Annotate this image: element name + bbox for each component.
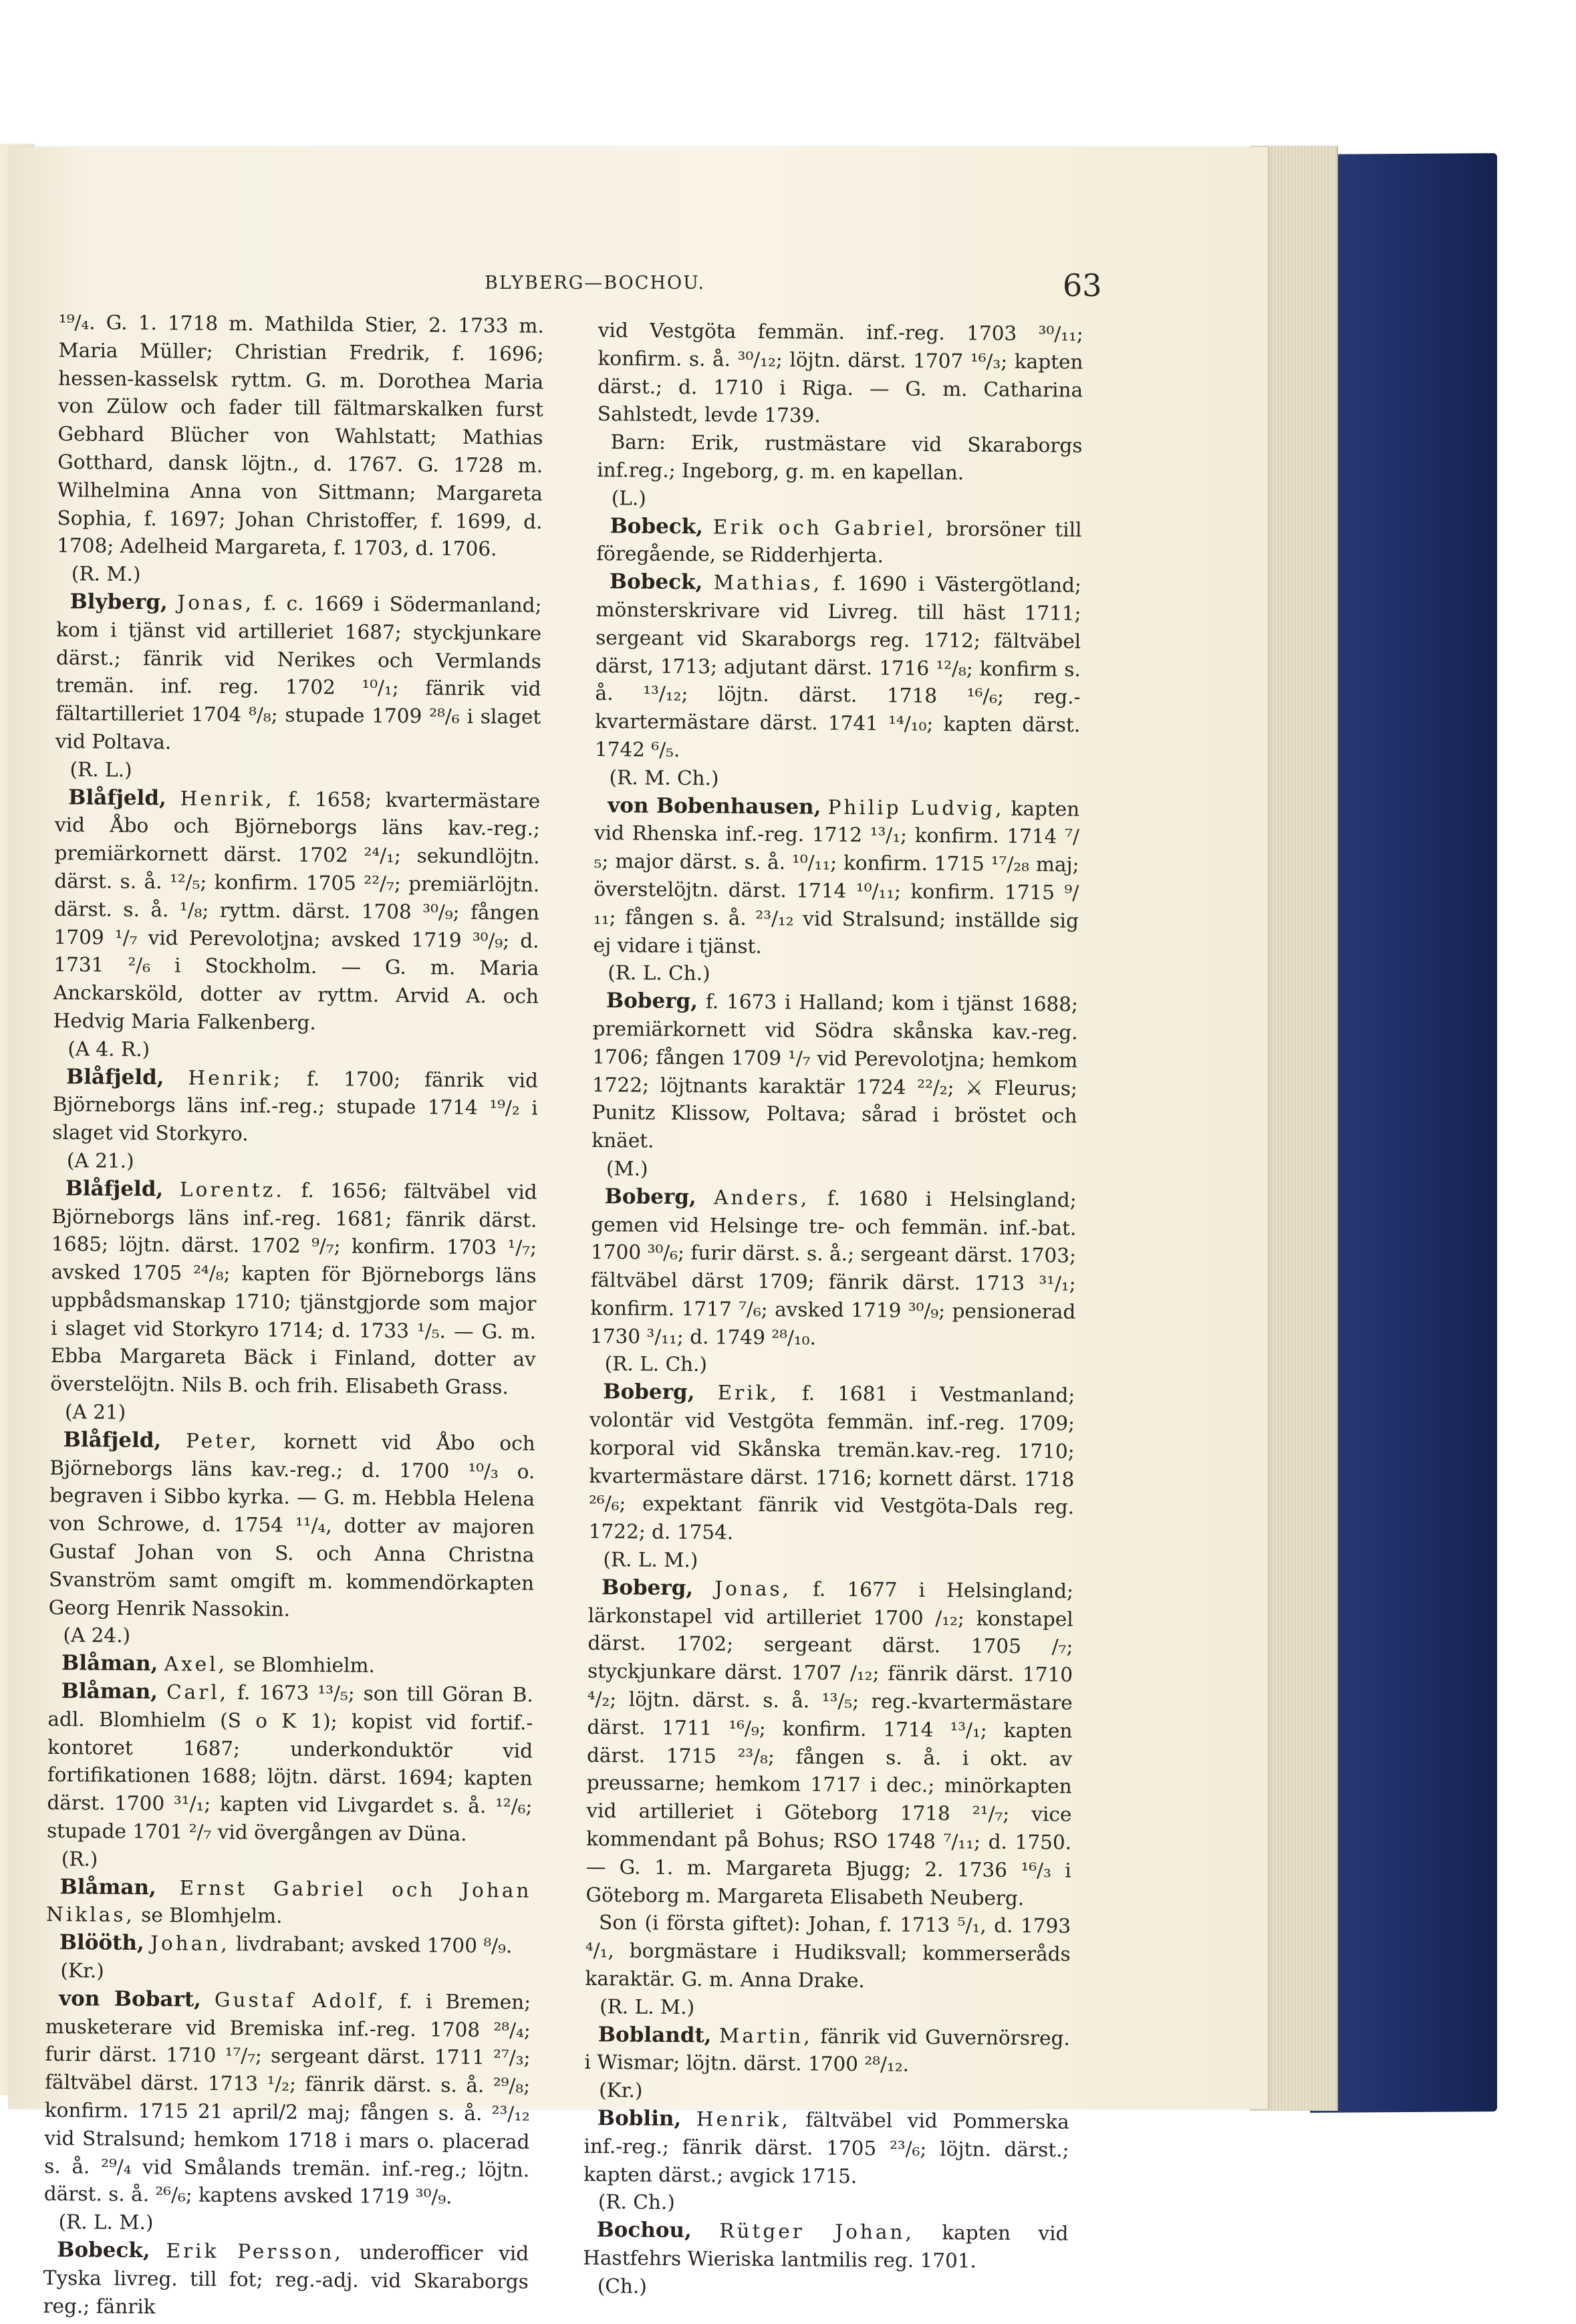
biographical-entry: [585, 1909, 1071, 1996]
source-reference: (R. M. Ch.): [609, 765, 719, 790]
source-reference: (Ch.): [597, 2274, 647, 2298]
entry-text: f. 1681 i Vestmanland; volontär vid Vestgöta femmän. inf.-reg. 1709; korporal vid Skånska tremän.kav.-reg. 1710; kvartermästare därst. 1716; kornett därst. 1718 ²⁶/₆; expektant fänrik vid Vestgöta-Dals reg. 1722; d. 1754.: [588, 1382, 1075, 1544]
source-reference: (R. Ch.): [598, 2190, 675, 2214]
entry-given-name: Henrik,: [696, 2107, 791, 2132]
source-reference: (R. L. Ch.): [608, 961, 710, 985]
source-reference: (R. M.): [71, 562, 141, 586]
entry-headword: Bobeck,: [609, 569, 703, 595]
entry-text: Barn: Erik, rustmästare vid Skaraborgs inf.reg.; Ingeborg, g. m. en kapellan.: [597, 430, 1083, 485]
entry-text: livdrabant; avsked 1700 ⁸/₉.: [235, 1932, 513, 1958]
biographical-entry: [595, 568, 1081, 767]
entry-text: f. 1656; fältväbel vid Björneborgs läns inf.-reg. 1681; fänrik därst. 1685; löjtn. därst. 1702 ⁹/₇; konfirm. 1703 ¹/₇; avsked 1705 ²⁴/₈; kapten för Björneborgs läns uppbådsmanskap 1710; tjänstgjorde som major i slaget vid Storkyro 1714; d. 1733 ¹/₅. — G. m. Ebba Margareta Bäck i Finland, dotter av överstelöjtn. Nils B. och frih. Elisabeth Grass.: [50, 1178, 537, 1399]
biographical-entry: [584, 2021, 1070, 2081]
source-reference: (R.): [61, 1847, 98, 1871]
entry-given-name: Gustaf Adolf,: [214, 1988, 386, 2013]
source-reference: (R. L. Ch.): [604, 1352, 708, 1376]
page-number: 63: [1063, 267, 1102, 303]
entry-given-name: Axel,: [164, 1652, 228, 1676]
entry-text: f. 1680 i Helsingland; gemen vid Helsinge tre- och femmän. inf.-bat. 1700 ³⁰/₆; furir därst. s. å.; sergeant därst. 1703; fältväbel därst 1709; fänrik därst. 1713 ³¹/₁; konfirm. 1717 ⁷/₆; avsked 1719 ³⁰/₉; pensionerad 1730 ³/₁₁; d. 1749 ²⁸/₁₀.: [589, 1186, 1077, 1349]
entry-headword: Boblandt,: [598, 2022, 712, 2048]
entry-headword: Boberg,: [603, 1380, 695, 1405]
entry-text: f. i Bremen; musketerare vid Bremiska inf.-reg. 1708 ²⁸/₄; furir därst. 1710 ¹⁷/₇; sergeant därst. 1711 ²⁷/₃; fältväbel därst. 1713 ¹/₂; fänrik därst. s. å. ²⁹/₈; konfirm. 1715 21 april/2 maj; fången s. å. ²³/₁₂ vid Stralsund; hemkom 1718 i mars o. placerad s. å. ²⁹/₄ vid Smålands tremän. inf.-reg.; löjtn. därst. s. å. ²⁶/₆; kaptens avsked 1719 ³⁰/₉.: [43, 1989, 531, 2209]
biographical-entry: [590, 1183, 1077, 1354]
entry-headword: Blåman,: [61, 1651, 158, 1676]
source-reference: (A 21): [64, 1400, 126, 1424]
entry-given-name: Henrik;: [188, 1066, 283, 1090]
biographical-entry: [592, 987, 1078, 1158]
biographical-entry: [589, 1378, 1075, 1549]
entry-headword: Blyberg,: [70, 590, 168, 615]
entry-given-name: Jonas,: [177, 591, 255, 615]
entry-headword: Boberg,: [601, 1575, 694, 1601]
entry-headword: Bochou,: [596, 2218, 692, 2243]
entry-text: f. 1690 i Västergötland; mönsterskrivare vid Livreg. till häst 1711; sergeant vid Skaraborgs reg. 1712; fältväbel därst, 1713; adjutant därst. 1716 ¹²/₈; konfirm s. å. ¹³/₁₂; löjtn. därst. 1718 ¹⁶/₆; reg.-kvartermästare därst. 1741 ¹⁴/₁₀; kapten därst. 1742 ⁶/₅.: [594, 571, 1081, 761]
entry-text: kornett vid Åbo och Björneborgs läns kav.-reg.; d. 1700 ¹⁰/₃ o. begraven i Sibbo kyrka. — G. m. Hebbla Helena von Schrowe, d. 1754 ¹¹/₄, dotter av majoren Gustaf Johan von S. och Anna Christna Svanström samt omgift m. kommendörkapten Georg Henrik Nassokin.: [48, 1430, 535, 1621]
entry-text: underofficer vid Tyska livreg. till fot; reg.-adj. vid Skaraborgs reg.; fänrik: [43, 2240, 529, 2318]
entry-continuation: ¹⁹/₄. G. 1. 1718 m. Mathilda Stier, 2. 1733 m. Maria Müller; Christian Fredrik, f. 1696; hessen-kasselsk ryttm. G. m. Dorothea Maria von Zülow och fader till fältmarskalken furst Gebhard Blücher von Wahlstatt; Mathias Gotthard, dansk löjtn., d. 1767. G. 1728 m. Wilhelmina Anna von Sittmann; Margareta Sophia, f. 1697; Johan Christoffer, f. 1699, d. 1708; Adelheid Margareta, f. 1703, d. 1706.: [57, 310, 544, 561]
entry-headword: Blåfjeld,: [68, 785, 166, 810]
biographical-entry: [583, 2105, 1069, 2192]
entry-given-name: Lorentz.: [179, 1178, 285, 1202]
source-reference: (Kr.): [60, 1959, 104, 1982]
entry-given-name: Peter,: [185, 1429, 259, 1453]
book-cover: [1310, 153, 1497, 2113]
source-reference: (L.): [611, 486, 647, 510]
source-reference: (A 24.): [63, 1624, 131, 1648]
entry-headword: Blåman,: [61, 1679, 158, 1704]
biographical-entry: [43, 2236, 529, 2324]
entry-text: brorsöner till föregående, se Ridderhjerta.: [596, 517, 1082, 567]
entry-headword: von Bobart,: [59, 1986, 202, 2012]
source-reference: (R. L. M.): [58, 2210, 154, 2234]
source-reference: (A 21.): [66, 1149, 134, 1172]
biographical-entry: [53, 784, 540, 1039]
entry-given-name: Rütger Johan,: [719, 2219, 914, 2244]
entry-given-name: Johan,: [150, 1932, 230, 1956]
entry-headword: Blåfjeld,: [63, 1427, 162, 1453]
source-reference: (R. L. M.): [600, 1994, 695, 2019]
entry-given-name: Erik Persson,: [166, 2239, 344, 2264]
biographical-entry: [44, 1985, 531, 2212]
entry-headword: Blåfjeld,: [65, 1176, 164, 1201]
biographical-entry: [48, 1650, 533, 1681]
biographical-entry: [46, 1929, 531, 1960]
entry-text: f. 1673 i Halland; kom i tjänst 1688; premiärkornett vid Södra skånska kav.-reg. 1706; fången 1709 ¹/₇ vid Perevolotjna; hemkom 1722; löjtnants karaktär 1724 ²²/₂; ⚔ Fleurus; Punitz Klissow, Poltava; sårad i bröstet och knäet.: [592, 990, 1079, 1152]
entry-text: f. 1677 i Helsingland; lärkonstapel vid artilleriet 1700 /₁₂; konstapel därst. 1702; sergeant därst. 1705 /₇; styckjunkare därst. 1707 /₁₂; fänrik därst. 1710 ⁴/₂; löjtn. därst. s. å. ¹³/₅; reg.-kvartermästare därst. 1711 ¹⁶/₉; konfirm. 1714 ¹³/₁; kapten därst. 1715 ²³/₈; fången s. å. i okt. av preussarne; hemkom 1717 i dec.; minörkapten vid artilleriet i Göteborg 1718 ²¹/₇; vice kommendant på Bohus; RSO 1748 ⁷/₁₁; d. 1750. — G. 1. m. Margareta Bjugg; 2. 1736 ¹⁶/₃ i Göteborg m. Margareta Elisabeth Neuberg.: [585, 1577, 1074, 1910]
entry-text: fänrik vid Guvernörsreg. i Wismar; löjtn. därst. 1700 ²⁸/₁₂.: [584, 2025, 1070, 2077]
entry-text: f. 1673 ¹³/₅; son till Göran B. adl. Blomhielm (S o K 1); kopist vid fortif.-kontoret 1687; underkonduktör vid fortifikationen 1688; löjtn. därst. 1694; kapten därst. 1700 ³¹/₁; kapten vid Livgardet s. å. ¹²/₆; stupade 1701 ²/₇ vid övergången av Düna.: [46, 1681, 533, 1845]
biographical-entry: [596, 513, 1082, 572]
entry-given-name: Carl,: [166, 1680, 229, 1704]
source-reference: (R. L. M.): [603, 1548, 698, 1572]
entry-headword: Blåman,: [59, 1874, 156, 1900]
entry-headword: Blåfjeld,: [65, 1064, 164, 1089]
biographical-entry: [583, 2216, 1069, 2276]
entry-headword: von Bobenhausen,: [608, 793, 821, 819]
entry-given-name: Erik,: [717, 1381, 779, 1405]
entry-text: fältväbel vid Pommerska inf.-reg.; fänrik därst. 1705 ²³/₆; löjtn. därst.; kapten därst.; avgick 1715.: [583, 2108, 1069, 2188]
biographical-entry: [597, 428, 1083, 488]
entry-given-name: Martin,: [718, 2024, 813, 2048]
entry-text: se Blomhjelm.: [141, 1904, 283, 1928]
entry-text: kapten vid Rhenska inf.-reg. 1712 ¹³/₁; konfirm. 1714 ⁷/₅; major därst. s. å. ¹⁰/₁₁; konfirm. 1715 ¹⁷/₂₈ maj; överstelöjtn. därst. 1714 ¹⁰/₁₁; konfirm. 1715 ⁹/₁₁; fången s. å. ²³/₁₂ vid Stralsund; inställde sig ej vidare i tjänst.: [593, 797, 1080, 958]
entry-text: kapten vid Hastfehrs Wieriska lantmilis reg. 1701.: [583, 2221, 1069, 2273]
entry-given-name: Mathias,: [713, 571, 823, 595]
source-reference: (R. L.): [70, 757, 132, 781]
biographical-entry: [55, 588, 542, 759]
biographical-entry: [585, 1574, 1073, 1913]
source-reference: (A 4. R.): [68, 1037, 150, 1061]
source-reference: (M.): [606, 1157, 648, 1180]
biographical-entry: [46, 1874, 532, 1933]
entry-given-name: Erik och Gabriel,: [712, 515, 936, 540]
entry-headword: Bobeck,: [57, 2238, 150, 2263]
source-reference: (Kr.): [599, 2079, 643, 2102]
entry-given-name: Philip Ludvig,: [827, 795, 1005, 820]
entry-headword: Boberg,: [604, 1184, 696, 1209]
entry-text: se Blomhielm.: [233, 1653, 376, 1678]
entry-given-name: Anders,: [713, 1186, 810, 1210]
entry-text: f. c. 1669 i Södermanland; kom i tjänst vid artilleriet 1687; styckjunkare därst.; fänrik vid Nerikes och Vermlands tremän. inf. reg. 1702 ¹⁰/₁; fänrik vid fältartilleriet 1704 ⁸/₈; stupade 1709 ²⁸/₆ i slaget vid Poltava.: [55, 592, 542, 754]
entry-text: f. 1700; fänrik vid Björneborgs läns inf.-reg.; stupade 1714 ¹⁹/₂ i slaget vid Storkyro.: [52, 1067, 539, 1146]
biographical-entry: [52, 1063, 538, 1150]
entry-text: Son (i första giftet): Johan, f. 1713 ⁵/₁, d. 1793 ⁴/₁, borgmästare i Hudiksvall; kommerseråds karaktär. G. m. Anna Drake.: [585, 1911, 1071, 1992]
entry-given-name: Jonas,: [714, 1577, 792, 1601]
entry-continuation: vid Vestgöta femmän. inf.-reg. 1703 ³⁰/₁₁; konfirm. s. å. ³⁰/₁₂; löjtn. därst. 1707 ¹⁶/₃; kapten därst.; d. 1710 i Riga. — G. m. Catharina Sahlstedt, levde 1739.: [597, 318, 1083, 428]
biographical-entry: [47, 1678, 533, 1849]
entry-text: f. 1658; kvartermästare vid Åbo och Björneborgs läns kav.-reg.; premiärkornett därst. 1702 ²⁴/₁; sekundlöjtn. därst. s. å. ¹²/₅; konfirm. 1705 ²²/₇; premiärlöjtn. därst. s. å. ¹/₈; ryttm. därst. 1708 ³⁰/₉; fången 1709 ¹/₇ vid Perevolotjna; avsked 1719 ³⁰/₉; d. 1731 ²/₆ i Stockholm. — G. m. Maria Anckarsköld, dotter av ryttm. Arvid A. och Hedvig Maria Falkenberg.: [53, 787, 541, 1034]
entry-headword: Blööth,: [59, 1930, 144, 1956]
entry-given-name: Ernst Gabriel och Johan Niklas,: [45, 1876, 532, 1927]
biographical-entry: [593, 792, 1079, 963]
biographical-entry: [49, 1426, 535, 1626]
entry-headword: Bobeck,: [610, 513, 704, 539]
entry-headword: Boberg,: [606, 989, 698, 1014]
running-head: BLYBERG—BOCHOU.: [485, 273, 705, 293]
entry-given-name: Henrik,: [180, 786, 275, 811]
biographical-entry: [50, 1175, 537, 1402]
entry-headword: Boblin,: [597, 2106, 682, 2132]
right-column: [583, 317, 1083, 2304]
left-column: [43, 309, 544, 2324]
